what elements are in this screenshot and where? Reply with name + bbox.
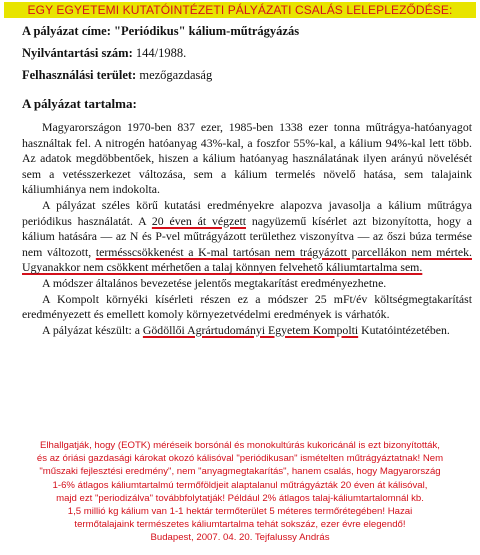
paragraph-2 <box>22 198 472 276</box>
registration-row <box>22 44 472 66</box>
paragraph-4: A Kompolt környéki kísérleti részen ez a módszer 25 mFt/év költségmegtakarítást eredményezett és emellett komoly környezetvédelmi eredmények is várhatók. <box>22 291 472 322</box>
field-value: mezőgazdaság <box>139 68 213 82</box>
footer-line: Elhallgatják, hogy (EOTK) méréseik borsónál és monokultúrás kukoricánál is ezt bizonyították, <box>40 440 440 451</box>
registration-label: Nyilvántartási szám: <box>22 46 133 60</box>
footer-line: majd ezt "periodizálva" továbbfolytatják! Például 2% átlagos talaj-káliumtartalomnál kb. <box>56 492 424 504</box>
commentary-footer <box>2 439 478 545</box>
paragraph-5-intro: A pályázat készült: a <box>42 322 143 337</box>
paragraph-5-highlight: Gödöllői Agrártudományi Egyetem Kompolti <box>142 322 359 337</box>
paragraph-2-middle: nagyüzemű kísérlet azt bizonyította, hogy a kálium hatására — az N és P-vel műtrágyázott területhez viszonyítva — az őszi búza termése nem változott, <box>22 213 472 259</box>
footer-signature: Budapest, 2007. 04. 20. Tejfalussy András <box>150 532 330 544</box>
field-row <box>22 66 472 88</box>
paragraph-1: Magyarországon 1970-ben 837 ezer, 1985-ben 1338 ezer tonna műtrágya-hatóanyagot használtak fel. A nitrogén hatóanyag 43%-kal, a foszfor 55%-kal, a kálium 94%-kal lett több. Az adatok megdöbbentőek, hiszen a kálium hatóanyag használatának ilyen arányú növelését sem a vetésszerkezet változása, sem a kálium termelés növelő hatása, sem talajaink káliumhiánya nem indokolta. <box>22 120 472 197</box>
paragraph-2-intro: A pályázat széles körű kutatási eredményekre alapozva javasolja a kálium műtrágya periódikus használatát. A <box>22 197 472 228</box>
content-heading: A pályázat tartalma: <box>22 96 137 111</box>
paragraph-5-end: Kutatóintézetében. <box>358 322 450 337</box>
registration-value: 144/1988. <box>135 46 187 60</box>
field-label: Felhasználási terület: <box>22 68 137 82</box>
title-row <box>22 22 472 44</box>
footer-line: és az óriási gazdasági károkat okozó kálisóval "periódikusan" ismételten műtrágyáztatnak! Nem <box>36 453 444 465</box>
paragraph-2-highlight-1: 20 éven át végzett <box>151 213 247 228</box>
paragraph-3: A módszer általános bevezetése jelentős megtakarítást eredményezhetne. <box>42 275 387 290</box>
banner-title: EGY EGYETEMI KUTATÓINTÉZETI PÁLYÁZATI CSALÁS LELEPLEZŐDÉSE: <box>4 2 476 18</box>
title-value: "Periódikus" kálium-műtrágyázás <box>114 24 300 38</box>
footer-line: 1-6% átlagos káliumtartalmú termőföldjeit alaptalanul műtrágyázták 20 éven át kálisóval, <box>52 479 428 491</box>
title-label: A pályázat címe: <box>22 24 111 38</box>
application-metadata <box>22 22 472 88</box>
content-body <box>22 120 472 338</box>
footer-line: termőtalajaink természetes káliumtartalma tehát sokszáz, ezer évre elegendő! <box>74 519 406 531</box>
footer-line: "műszaki fejlesztési eredmény", nem "anyagmegtakarítás", hanem csalás, hogy Magyarország <box>39 466 441 478</box>
paragraph-5 <box>22 323 472 339</box>
paragraph-2-highlight-2: termésscsökkenést a K-mal tartósan nem trágyázott parcellákon nem mértek. Ugyanakkor nem csökkent mérhetően a talaj könnyen felvehető káliumtartalma sem. <box>22 244 472 275</box>
footer-line: 1,5 millió kg kálium van 1-1 hektár termőterület 5 méteres termőrétegében! Hazai <box>67 506 413 518</box>
